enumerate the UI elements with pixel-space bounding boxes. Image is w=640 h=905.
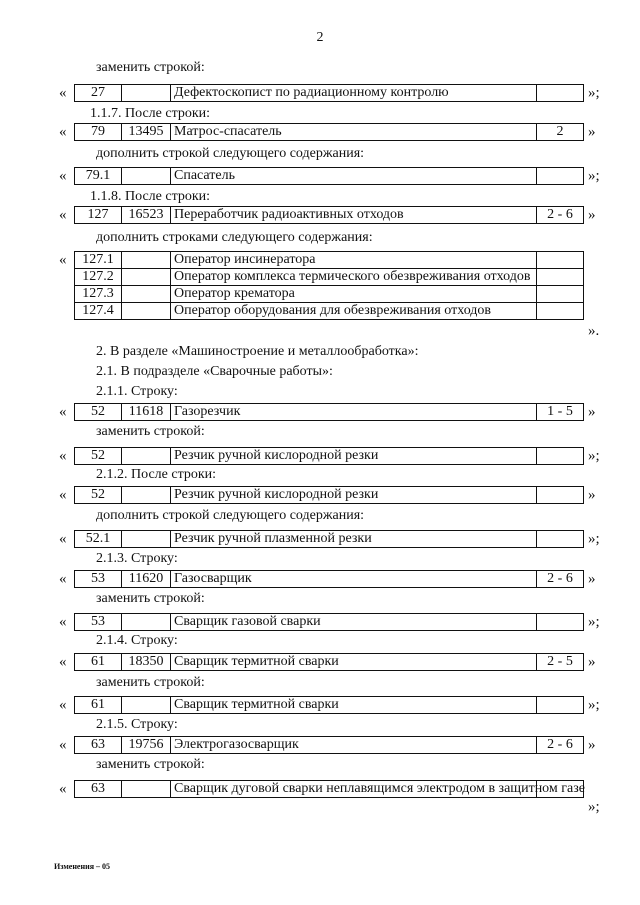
instruction-line: заменить строкой: (96, 591, 205, 606)
occupation-title: Матрос-спасатель (171, 124, 537, 141)
instruction-line: заменить строкой: (96, 424, 205, 439)
table-row (75, 614, 584, 631)
table-row (75, 737, 584, 754)
occupation-table (74, 486, 584, 504)
close-quote: » (588, 737, 596, 753)
open-quote: « (59, 404, 67, 420)
table-row (75, 286, 584, 303)
instruction-line: заменить строкой: (96, 60, 205, 75)
table-row (75, 124, 584, 141)
occupation-title: Оператор комплекса термического обезвреживания отходов (171, 269, 537, 286)
instruction-line: 2. В разделе «Машиностроение и металлообработка»: (96, 344, 419, 359)
close-quote: »; (588, 168, 600, 184)
instruction-line: 2.1.1. Строку: (96, 384, 178, 399)
table-row (75, 571, 584, 588)
grade-range: 2 - 6 (537, 207, 584, 224)
grade-range (537, 252, 584, 269)
occupation-code: 18350 (122, 654, 171, 671)
grade-range: 2 (537, 124, 584, 141)
instruction-line: 1.1.7. После строки: (90, 106, 211, 121)
grade-range (537, 448, 584, 465)
grade-range (537, 487, 584, 504)
page-number: 2 (316, 30, 324, 45)
grade-range: 1 - 5 (537, 404, 584, 421)
occupation-title: Оператор оборудования для обезвреживания отходов (171, 303, 537, 320)
grade-range (537, 614, 584, 631)
row-number: 63 (75, 781, 122, 798)
open-quote: « (59, 737, 67, 753)
occupation-code (122, 531, 171, 548)
occupation-title: Оператор инсинератора (171, 252, 537, 269)
open-quote: « (59, 781, 67, 797)
instruction-line: 2.1.3. Строку: (96, 551, 178, 566)
occupation-code (122, 448, 171, 465)
occupation-title: Газосварщик (171, 571, 537, 588)
table-row (75, 697, 584, 714)
occupation-code (122, 85, 171, 102)
instruction-line: 2.1.4. Строку: (96, 633, 178, 648)
open-quote: « (59, 487, 67, 503)
occupation-code (122, 781, 171, 798)
row-number: 79.1 (75, 168, 122, 185)
row-number: 127.2 (75, 269, 122, 286)
occupation-title: Резчик ручной кислородной резки (171, 487, 537, 504)
occupation-table (74, 167, 584, 185)
occupation-table (74, 570, 584, 588)
occupation-title: Сварщик термитной сварки (171, 697, 537, 714)
open-quote: « (59, 614, 67, 630)
occupation-code (122, 303, 171, 320)
grade-range (537, 286, 584, 303)
occupation-code: 16523 (122, 207, 171, 224)
table-row (75, 487, 584, 504)
occupation-title: Спасатель (171, 168, 537, 185)
occupation-code: 13495 (122, 124, 171, 141)
open-quote: « (59, 448, 67, 464)
row-number: 61 (75, 697, 122, 714)
occupation-table (74, 613, 584, 631)
occupation-code (122, 697, 171, 714)
occupation-code (122, 168, 171, 185)
open-quote: « (59, 207, 67, 223)
open-quote: « (59, 571, 67, 587)
occupation-code: 11620 (122, 571, 171, 588)
grade-range (537, 303, 584, 320)
close-quote: » (588, 124, 596, 140)
instruction-line: дополнить строками следующего содержания: (96, 230, 373, 245)
row-number: 53 (75, 571, 122, 588)
row-number: 127.3 (75, 286, 122, 303)
row-number: 127.4 (75, 303, 122, 320)
occupation-table (74, 84, 584, 102)
instruction-line: дополнить строкой следующего содержания: (96, 146, 365, 161)
occupation-title: Дефектоскопист по радиационному контролю (171, 85, 537, 102)
occupation-code: 11618 (122, 404, 171, 421)
row-number: 27 (75, 85, 122, 102)
occupation-code (122, 252, 171, 269)
occupation-table (74, 447, 584, 465)
close-quote: » (588, 404, 596, 420)
occupation-table (74, 403, 584, 421)
grade-range: 2 - 6 (537, 737, 584, 754)
occupation-title: Сварщик дуговой сварки неплавящимся электродом в защитном газе (171, 781, 537, 798)
table-row (75, 269, 584, 286)
table-row (75, 404, 584, 421)
open-quote: « (59, 531, 67, 547)
close-quote: »; (588, 614, 600, 630)
occupation-title: Газорезчик (171, 404, 537, 421)
occupation-table (74, 123, 584, 141)
open-quote: « (59, 654, 67, 670)
open-quote: « (59, 168, 67, 184)
grade-range (537, 85, 584, 102)
grade-range (537, 531, 584, 548)
occupation-table (74, 780, 584, 798)
close-quote: » (588, 207, 596, 223)
occupation-table (74, 251, 584, 320)
instruction-line: заменить строкой: (96, 757, 205, 772)
row-number: 79 (75, 124, 122, 141)
open-quote: « (59, 124, 67, 140)
occupation-title: Сварщик газовой сварки (171, 614, 537, 631)
close-quote: »; (588, 85, 600, 101)
table-row (75, 168, 584, 185)
close-quote: »; (588, 799, 600, 815)
row-number: 52 (75, 448, 122, 465)
instruction-line: 2.1.2. После строки: (96, 467, 217, 482)
row-number: 52.1 (75, 531, 122, 548)
open-quote: « (59, 252, 67, 268)
occupation-title: Оператор крематора (171, 286, 537, 303)
table-row (75, 207, 584, 224)
occupation-table (74, 530, 584, 548)
row-number: 61 (75, 654, 122, 671)
grade-range (537, 269, 584, 286)
grade-range (537, 168, 584, 185)
open-quote: « (59, 697, 67, 713)
close-quote: » (588, 487, 596, 503)
occupation-code (122, 269, 171, 286)
occupation-title: Резчик ручной плазменной резки (171, 531, 537, 548)
table-row (75, 303, 584, 320)
occupation-code (122, 614, 171, 631)
open-quote: « (59, 85, 67, 101)
close-quote: ». (588, 323, 600, 339)
row-number: 127.1 (75, 252, 122, 269)
row-number: 53 (75, 614, 122, 631)
footer-revision: Изменения – 05 (54, 862, 111, 871)
occupation-title: Резчик ручной кислородной резки (171, 448, 537, 465)
table-row (75, 654, 584, 671)
occupation-table (74, 736, 584, 754)
table-row (75, 531, 584, 548)
occupation-code (122, 487, 171, 504)
instruction-line: 1.1.8. После строки: (90, 189, 211, 204)
table-row (75, 781, 584, 798)
close-quote: »; (588, 697, 600, 713)
occupation-code: 19756 (122, 737, 171, 754)
close-quote: »; (588, 448, 600, 464)
occupation-code (122, 286, 171, 303)
occupation-title: Переработчик радиоактивных отходов (171, 207, 537, 224)
grade-range (537, 697, 584, 714)
close-quote: » (588, 654, 596, 670)
instruction-line: 2.1. В подразделе «Сварочные работы»: (96, 364, 333, 379)
row-number: 127 (75, 207, 122, 224)
close-quote: » (588, 571, 596, 587)
occupation-table (74, 206, 584, 224)
table-row (75, 85, 584, 102)
grade-range: 2 - 5 (537, 654, 584, 671)
occupation-title: Электрогазосварщик (171, 737, 537, 754)
row-number: 63 (75, 737, 122, 754)
occupation-table (74, 696, 584, 714)
close-quote: »; (588, 531, 600, 547)
table-row (75, 252, 584, 269)
row-number: 52 (75, 404, 122, 421)
instruction-line: дополнить строкой следующего содержания: (96, 508, 365, 523)
instruction-line: заменить строкой: (96, 675, 205, 690)
instruction-line: 2.1.5. Строку: (96, 717, 178, 732)
grade-range: 2 - 6 (537, 571, 584, 588)
table-row (75, 448, 584, 465)
row-number: 52 (75, 487, 122, 504)
occupation-title: Сварщик термитной сварки (171, 654, 537, 671)
occupation-table (74, 653, 584, 671)
